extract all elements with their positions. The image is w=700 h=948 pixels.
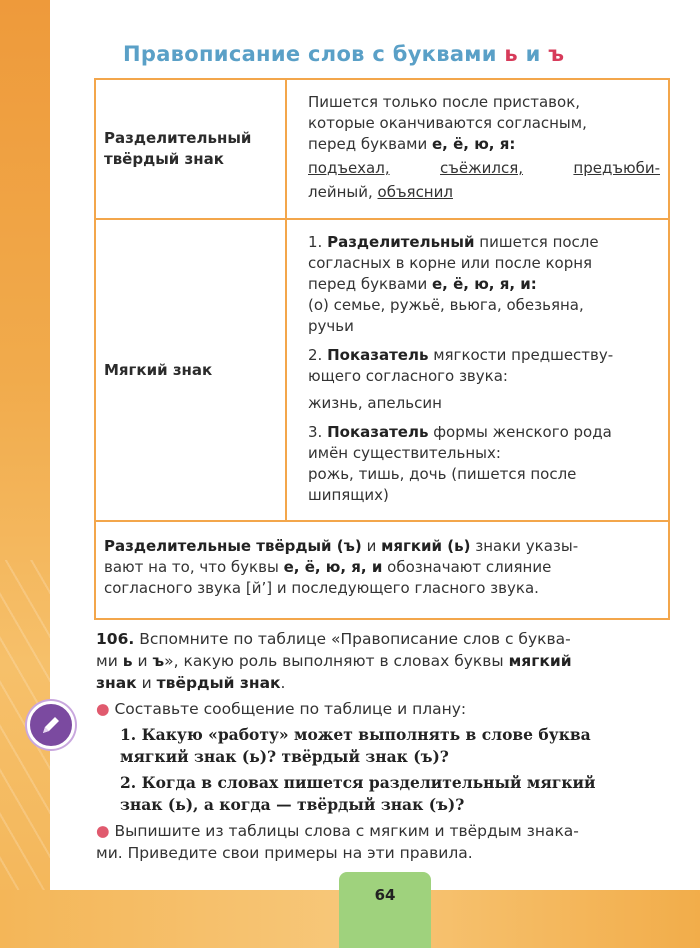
page-number-tab [339,872,431,948]
example-word: объяснил [377,183,453,201]
bullet-icon: ● [96,700,110,718]
summary-text: Разделительные твёрдый (ъ) и мягкий (ь) знаки указы- вают на то, что буквы е, ё, ю, я, и обозначают слияние согласного звука [й’] и последующего гласного звука. [104,537,579,597]
example-word: съёжился, [440,159,523,177]
bullet-icon: ● [96,822,110,840]
table-row-soft-sign [96,220,668,522]
row-head-hard-sign: Разделительный твёрдый знак [104,129,252,168]
page-number: 64 [374,886,396,904]
table-row-summary [96,522,668,620]
exercise-number: 106. [96,630,135,648]
exercise-106: 106. Вспомните по таблице «Правописание слов с буква- ми ь и ъ», какую роль выполняют в словах буквы мягкий знак и твёрдый знак. ● Составьте сообщение по таблице и плану: 1. Какую «работу» может выполнять в слове буква мягкий знак (ь)? твёрдый знак (ъ)? 2. Когда в словах пишется разделительный мягкий знак (ь), а когда — твёрдый знак (ъ)? ● Выпишите из таблицы слова с мягким и твёрдым знака- ми. Приведите свои примеры на эти правила. [96,628,672,868]
example-word: предъюби- [573,159,660,177]
title-hard-sign: ъ [548,42,565,66]
title-soft-sign: ь [504,42,518,66]
rules-table [94,78,670,620]
page-title: Правописание слов с буквами ь и ъ [123,42,565,66]
hard-sign-rule: Пишется только после приставок, которые оканчиваются согласным, перед буквами е, ё, ю, я: подъехал, съёжился, предъюби- лейный, объяснил [308,93,660,201]
soft-sign-rules: 1. Разделительный пишется после согласных в корне или после корня перед буквами е, ё, ю, я, и: (о) семье, ружьё, вьюга, обезьяна, ручьи 2. Показатель мягкости предшеству- ющего согласного звука: жизнь, апельсин 3. Показатель формы женского рода имён существительных: рожь, тишь, дочь (пишется после шипящих) [308,233,614,504]
question-2: 2. Когда в словах пишется разделительный мягкий знак (ь), а когда — твёрдый знак (ъ)? [120,773,596,814]
example-word: лейный, [308,183,373,201]
row-head-soft-sign: Мягкий знак [104,361,213,379]
writing-task-icon [27,701,75,749]
table-row-hard-sign [96,80,668,220]
example-word: подъехал, [308,159,390,177]
question-1: 1. Какую «работу» может выполнять в слове буква мягкий знак (ь)? твёрдый знак (ъ)? [120,725,591,766]
